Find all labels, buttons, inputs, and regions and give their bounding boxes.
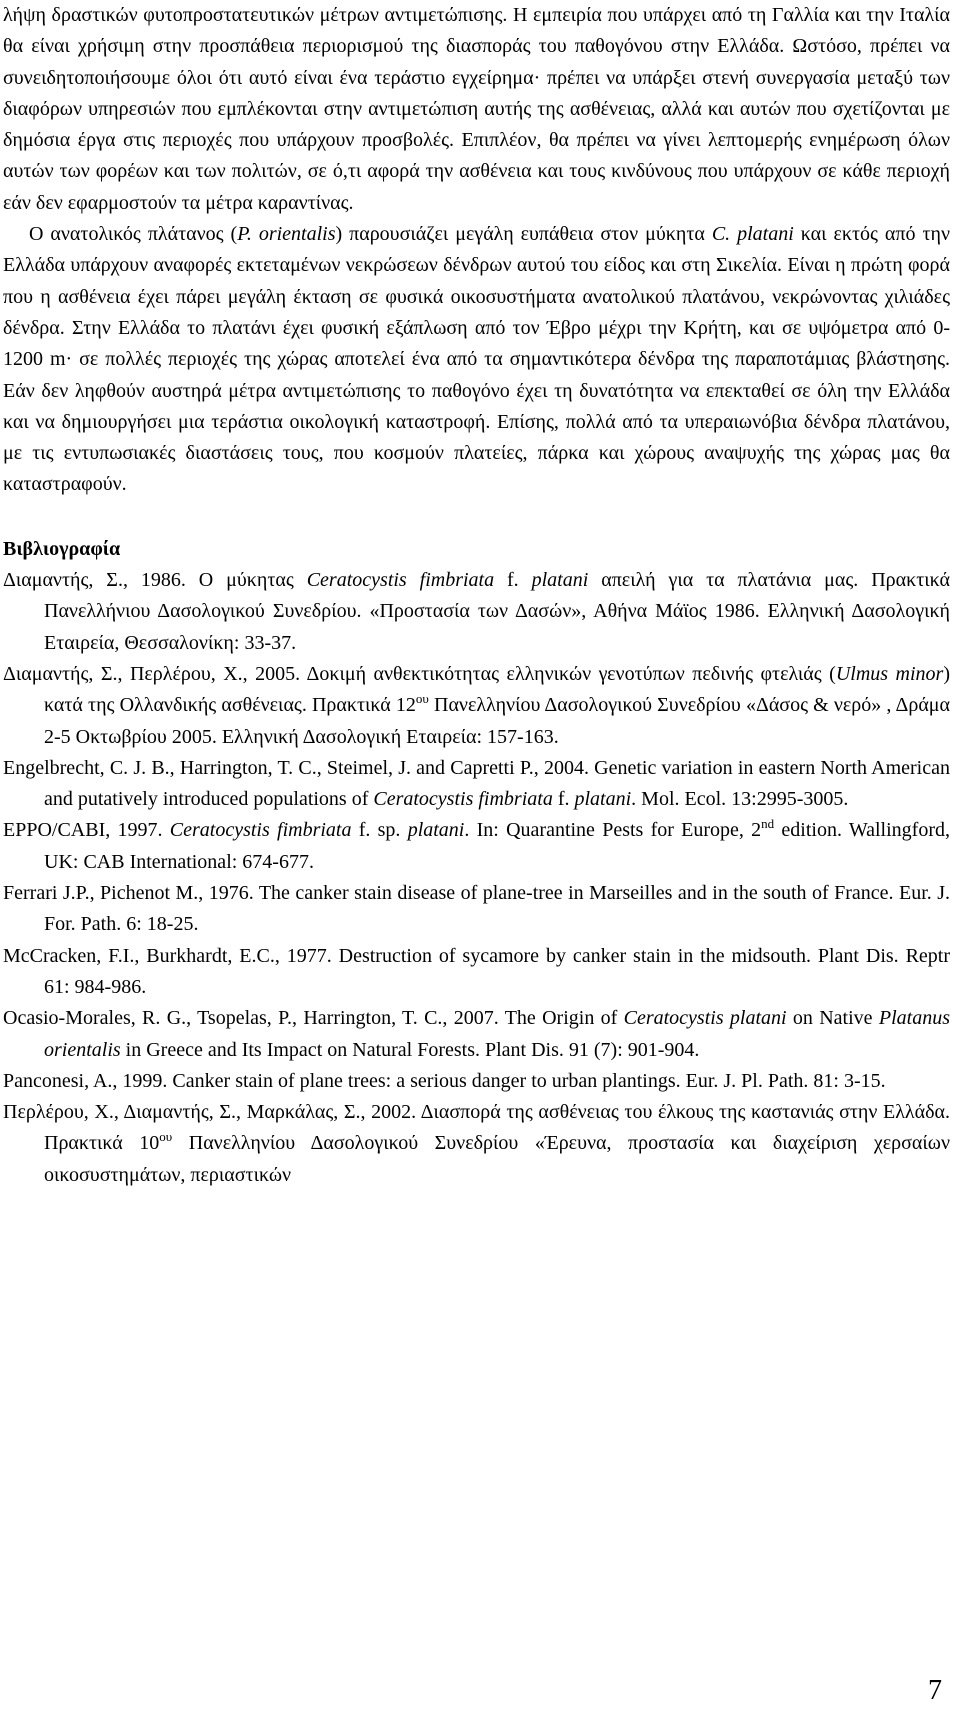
body-paragraph-1: λήψη δραστικών φυτοπροστατευτικών μέτρων αντιμετώπισης. Η εμπειρία που υπάρχει από τη Γαλλία και την Ιταλία θα είναι χρήσιμη στην προσπάθεια περιορισμού της διασποράς του παθογόνου στην Ελλάδα. Ωστόσο, πρέπει να συνειδητοποιήσουμε όλοι ότι αυτό είναι ένα τεράστιο εγχείρημα· πρέπει να υπάρξει στενή συνεργασία μεταξύ των διαφόρων υπηρεσιών που εμπλέκονται στην αντιμετώπιση αυτής της ασθένειας, αλλά και αυτών που σχετίζονται με δημόσια έργα στις περιοχές που υπάρχουν προσβολές. Επιπλέον, θα πρέπει να γίνει λεπτομερής ενημέρωση όλων αυτών των φορέων και των πολιτών, σε ό,τι αφορά την ασθένεια και τους κινδύνους που υπάρχουν σε κάθε περιοχή εάν δεν εφαρμοστούν τα μέτρα καραντίνας. [3,4,950,214]
species-name: platani [407,819,465,842]
text-run: Ocasio-Morales, R. G., Tsopelas, P., Harrington, T. C., 2007. The Origin of [3,1007,624,1030]
body-paragraph-2 [3,219,950,501]
ordinal-superscript: ου [415,691,429,707]
page-number: 7 [928,1675,942,1706]
species-name: Ceratocystis fimbriata [373,788,553,811]
species-name: platani [574,788,632,811]
document-page [3,0,950,1191]
text-run: ) παρουσιάζει μεγάλη ευπάθεια στον μύκητα [335,223,712,246]
species-name: Ulmus minor [835,662,944,685]
text-run: Διαμαντής, Σ., 1986. Ο μύκητας [3,569,307,592]
text-run: Πανελληνίου Δασολογικού Συνεδρίου «Έρευνα, προστασία και διαχείριση χερσαίων οικοσυστημάτων, περιαστικών [44,1132,950,1186]
text-run: . Mol. Ecol. 13:2995-3005. [631,788,849,811]
text-run: in Greece and Its Impact on Natural Forests. Plant Dis. 91 (7): 901-904. [120,1038,700,1061]
reference-item [3,565,950,659]
reference-item [3,753,950,816]
species-name: Ceratocystis platani [623,1007,787,1030]
species-name: P. orientalis [237,223,336,246]
text-run: και εκτός από την Ελλάδα υπάρχουν αναφορές εκτεταμένων νεκρώσεων δένδρων αυτού του είδος και στη Σικελία. Είναι η πρώτη φορά που η ασθένεια έχει πάρει μεγάλη έκταση σε φυσικά οικοσυστήματα ανατολικού πλατάνου, νεκρώνοντας χιλιάδες δένδρα. Στην Ελλάδα το πλατάνι έχει φυσική εξάπλωση από τον Έβρο μέχρι την Κρήτη, και σε υψόμετρα από 0-1200 m· σε πολλές περιοχές της χώρας αποτελεί ένα από τα σημαντικότερα δένδρα της παραποτάμιας βλάστησης. Εάν δεν ληφθούν αυστηρά μέτρα αντιμετώπισης το παθογόνο έχει τη δυνατότητα να επεκταθεί σε όλη την Ελλάδα και να δημιουργήσει μια τεράστια οικολογική καταστροφή. Επίσης, πολλά από τα υπεραιωνόβια δένδρα πλατάνου, με τις εντυπωσιακές διαστάσεις τους, που κοσμούν πλατείες, πάρκα και χώρους αναψυχής της χώρας μας θα καταστραφούν. [3,223,950,496]
text-run: Engelbrecht, C. J. B., Harrington, T. C., Steimel, J. and Capretti P., 2004. Genetic variation in eastern North American and putatively introduced populations of [3,756,950,811]
text-run: απειλή για τα πλατάνια μας. Πρακτικά Πανελλήνιου Δασολογικού Συνεδρίου. «Προστασία των Δασών», Αθήνα Μάϊος 1986. Ελληνική Δασολογική Εταιρεία, Θεσσαλονίκη: 33-37. [44,569,951,654]
text-run: edition. Wallingford, UK: CAB International: 674-677. [44,819,950,873]
reference-item [3,1097,950,1191]
reference-item [3,1003,950,1066]
text-run: Διαμαντής, Σ., Περλέρου, Χ., 2005. Δοκιμή ανθεκτικότητας ελληνικών γενοτύπων πεδινής φτελιάς ( [3,662,836,685]
text-run: f. [552,788,575,811]
species-name: platani [531,569,589,592]
bibliography-heading: Βιβλιογραφία [3,537,121,560]
reference-item [3,659,950,753]
text-run: Πανελληνίου Δασολογικού Συνεδρίου «Δάσος & νερό» , Δράμα 2-5 Οκτωβρίου 2005. Ελληνική Δασολογική Εταιρεία: 157-163. [44,694,951,748]
text-run: ) κατά της Ολλανδικής ασθένειας. Πρακτικά 12 [44,662,950,717]
reference-item: McCracken, F.I., Burkhardt, E.C., 1977. Destruction of sycamore by canker stain in the midsouth. Plant Dis. Reptr 61: 984-986. [3,944,950,998]
text-run: EPPO/CABI, 1997. [3,819,170,842]
text-run: Περλέρου, Χ., Διαμαντής, Σ., Μαρκάλας, Σ., 2002. Διασπορά της ασθένειας του έλκους της καστανιάς στην Ελλάδα. Πρακτικά 10 [3,1101,950,1155]
text-run: on Native [786,1007,879,1030]
species-name: Platanus orientalis [44,1007,950,1061]
text-run: . In: Quarantine Pests for Europe, 2 [464,819,762,842]
reference-item [3,815,950,878]
species-name: C. platani [711,223,794,246]
text-run: f. sp. [351,819,408,842]
ordinal-superscript: nd [761,816,775,832]
reference-item: Ferrari J.P., Pichenot M., 1976. The canker stain disease of plane-tree in Marseilles and in the south of France. Eur. J. For. Path. 6: 18-25. [3,882,950,936]
reference-item: Panconesi, A., 1999. Canker stain of plane trees: a serious danger to urban plantings. Eur. J. Pl. Path. 81: 3-15. [3,1069,886,1092]
reference-list [3,565,950,1191]
species-name: Ceratocystis fimbriata [169,819,352,842]
text-run: f. [494,569,532,592]
species-name: Ceratocystis fimbriata [306,569,495,592]
ordinal-superscript: ου [159,1129,173,1145]
text-run: Ο ανατολικός πλάτανος ( [29,223,238,246]
